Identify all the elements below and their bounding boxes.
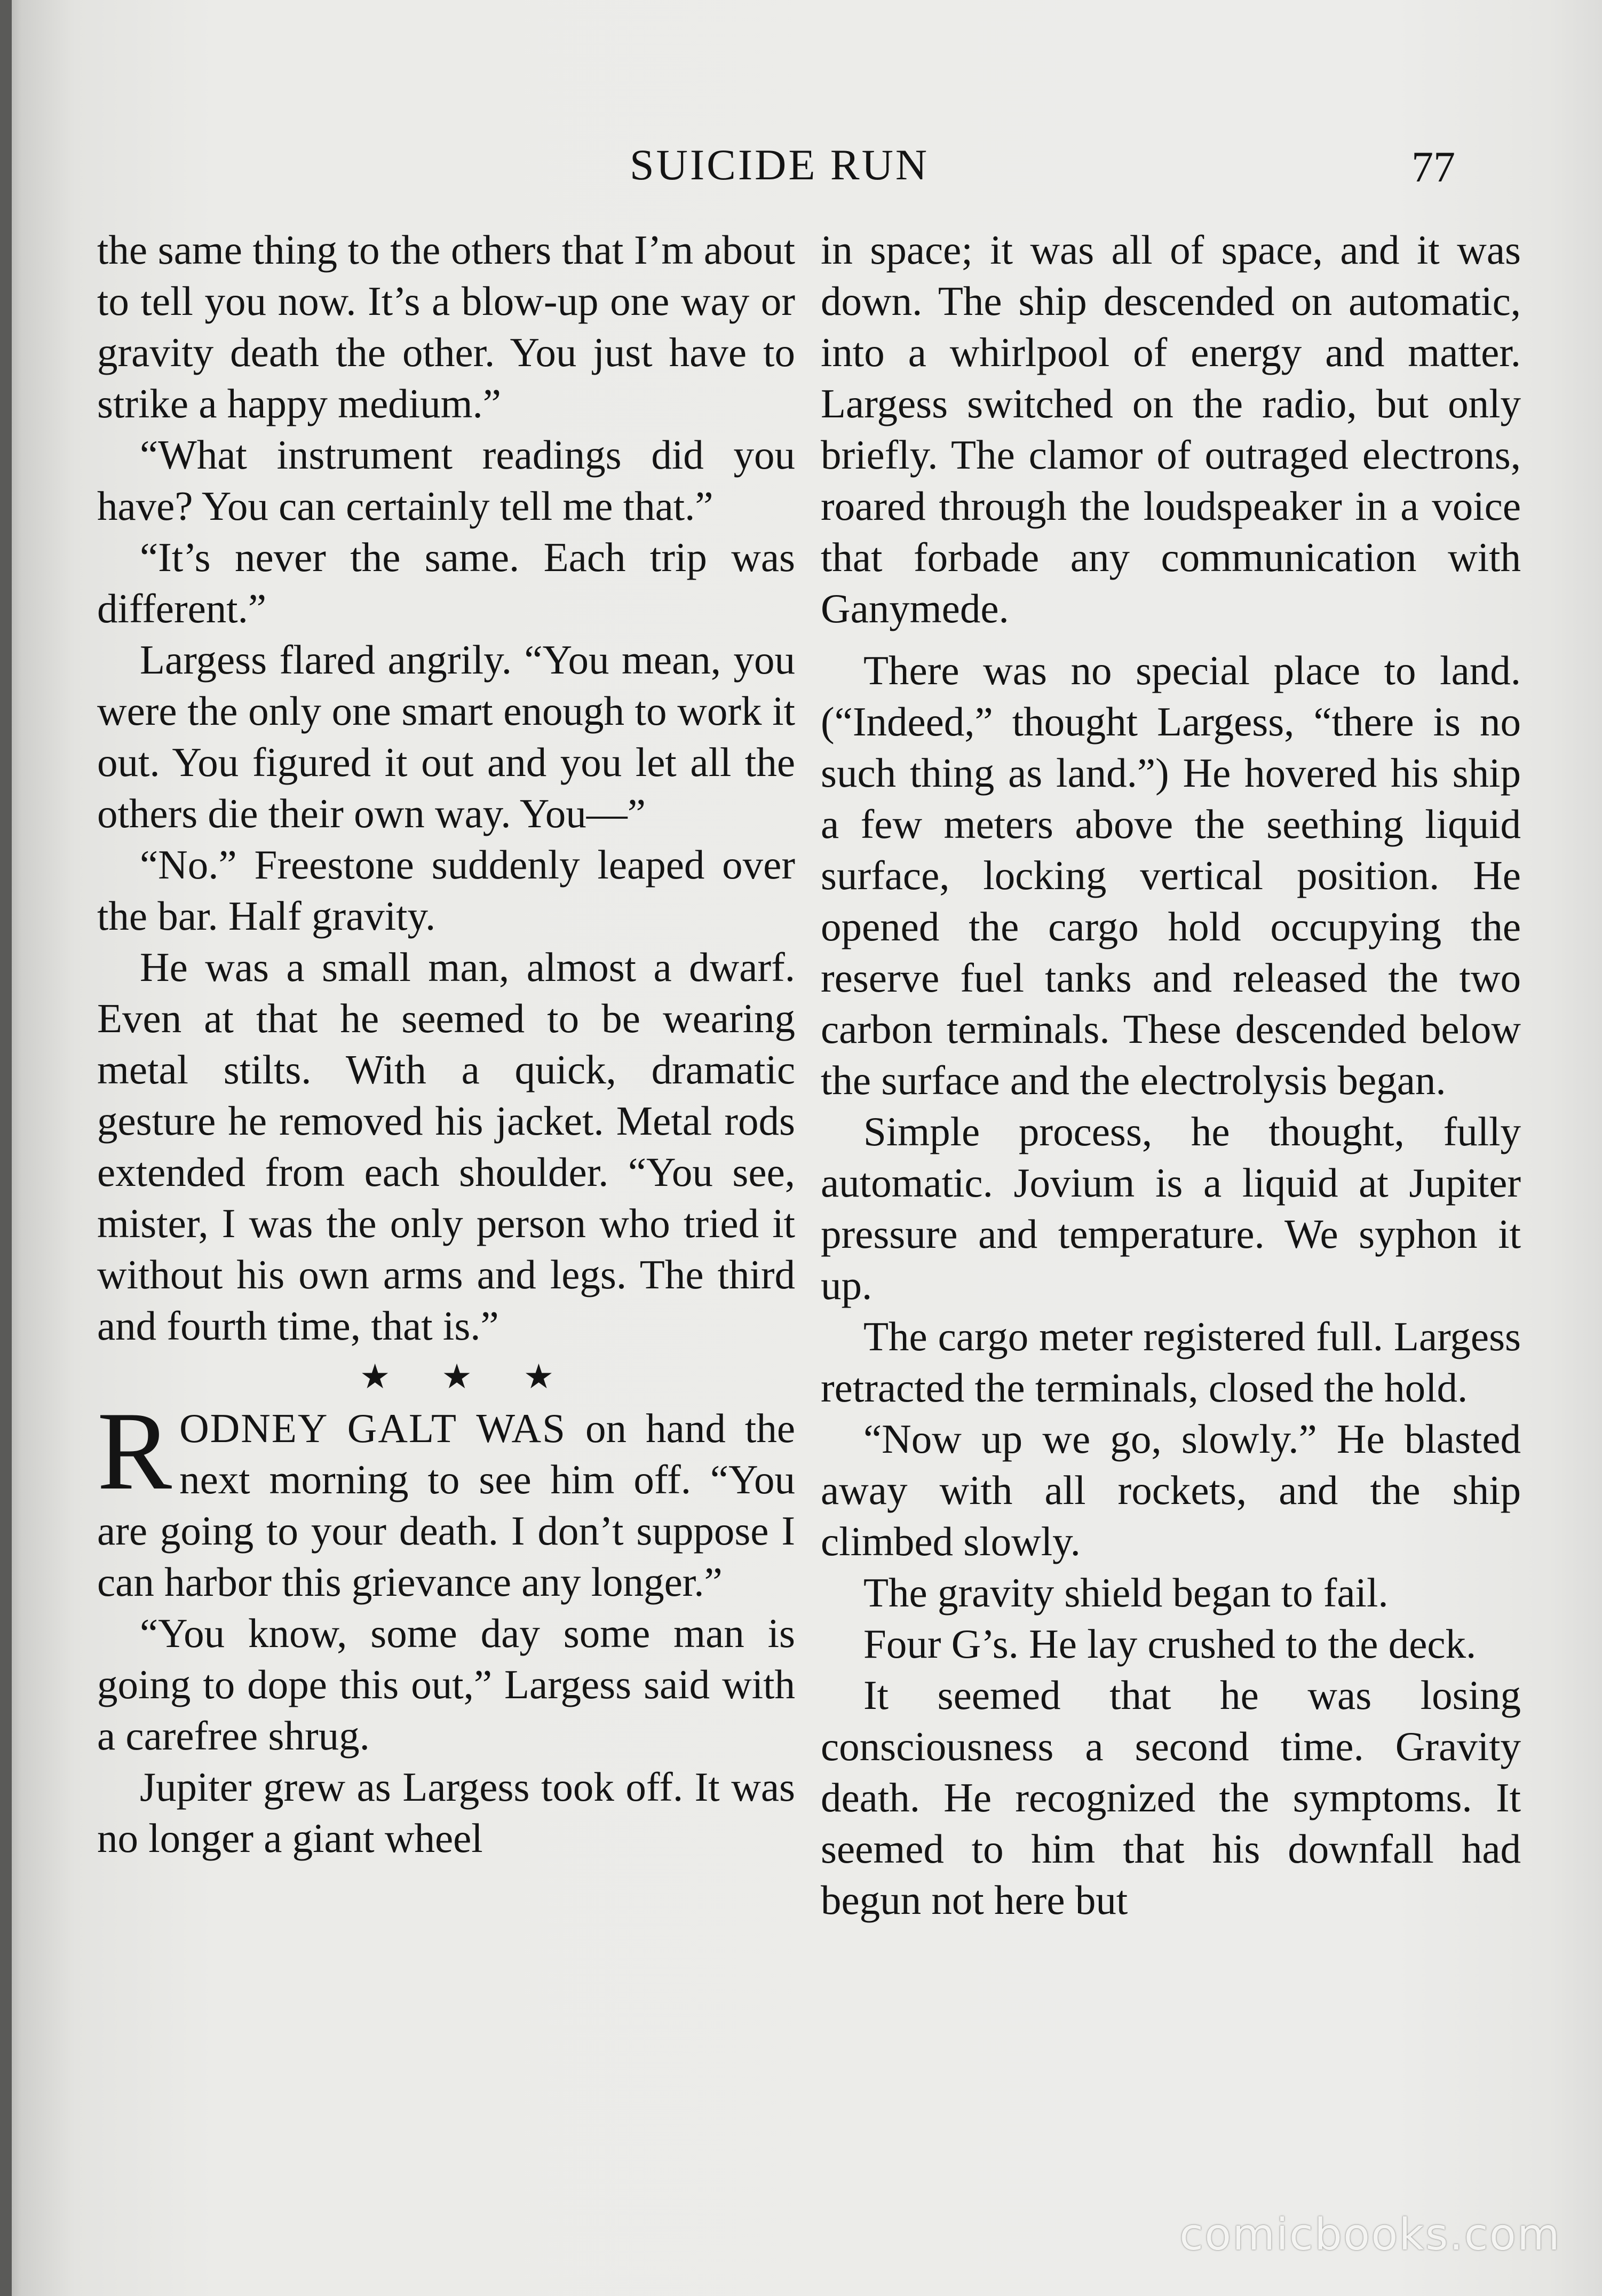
- paragraph: “You know, some day some man is going to dope this out,” Largess said with a carefree shrug.: [97, 1610, 795, 1759]
- paragraph: in space; it was all of space, and it was down. The ship descended on automatic, into a whirlpool of energy and matter. Largess switched on the radio, but only briefly. The clamor of outraged electrons, roared through the loudspeaker in a voice that forbade any communication with Ganymede.: [821, 227, 1521, 631]
- paragraph: “No.” Freestone suddenly leaped over the bar. Half gravity.: [97, 842, 795, 939]
- paragraph-with-drop-cap: [97, 1389, 795, 1608]
- paragraph: Largess flared angrily. “You mean, you were the only one smart enough to work it out. You figured it out and you let all the others die their own way. You—”: [97, 637, 795, 836]
- section-break-stars: ★ ★ ★: [359, 1358, 576, 1396]
- paragraph: The gravity shield began to fail.: [863, 1570, 1389, 1616]
- right-column: [821, 224, 1521, 1926]
- paragraph: “It’s never the same. Each trip was different.”: [97, 534, 795, 631]
- running-head: SUICIDE RUN: [630, 140, 930, 189]
- paragraph: “What instrument readings did you have? You can certainly tell me that.”: [97, 432, 795, 529]
- paragraph-text: on hand the next morning to see him off. “You are going to your death. I don’t suppose I can harbor this grievance any longer.”: [97, 1405, 795, 1605]
- page-number: 77: [1411, 142, 1455, 191]
- drop-cap: R: [97, 1389, 172, 1513]
- left-column: [97, 224, 795, 1864]
- paragraph: Jupiter grew as Largess took off. It was no longer a giant wheel: [97, 1764, 795, 1861]
- paragraph: There was no special place to land. (“Indeed,” thought Largess, “there is no such thing as land.”) He hovered his ship a few meters above the seething liquid surface, locking vertical position. He opened the cargo hold occupying the reserve fuel tanks and released the two carbon terminals. These descended below the surface and the electrolysis began.: [821, 647, 1521, 1103]
- paragraph: Simple process, he thought, fully automatic. Jovium is a liquid at Jupiter pressure and temperature. We syphon it up.: [821, 1109, 1521, 1308]
- paragraph: Four G’s. He lay crushed to the deck.: [863, 1621, 1477, 1667]
- small-caps-lead: ODNEY GALT WAS: [179, 1405, 566, 1451]
- paragraph: He was a small man, almost a dwarf. Even at that he seemed to be wearing metal stilts. With a quick, dramatic gesture he removed his jacket. Metal rods extended from each shoulder. “You see, mister, I was the only person who tried it without his own arms and legs. The third and fourth time, that is.”: [97, 944, 795, 1349]
- watermark-text: comicbooks.com: [1179, 2210, 1561, 2260]
- paragraph: “Now up we go, slowly.” He blasted away with all rockets, and the ship climbed slowly.: [821, 1416, 1521, 1564]
- page-binding-edge: [0, 0, 12, 2296]
- paragraph: The cargo meter registered full. Largess retracted the terminals, closed the hold.: [821, 1313, 1521, 1411]
- paragraph: the same thing to the others that I’m about to tell you now. It’s a blow-up one way or gravity death the other. You just have to strike a happy medium.”: [97, 227, 795, 426]
- paragraph: It seemed that he was losing consciousness a second time. Gravity death. He recognized the symptoms. It seemed to him that his downfall had begun not here but: [821, 1672, 1521, 1923]
